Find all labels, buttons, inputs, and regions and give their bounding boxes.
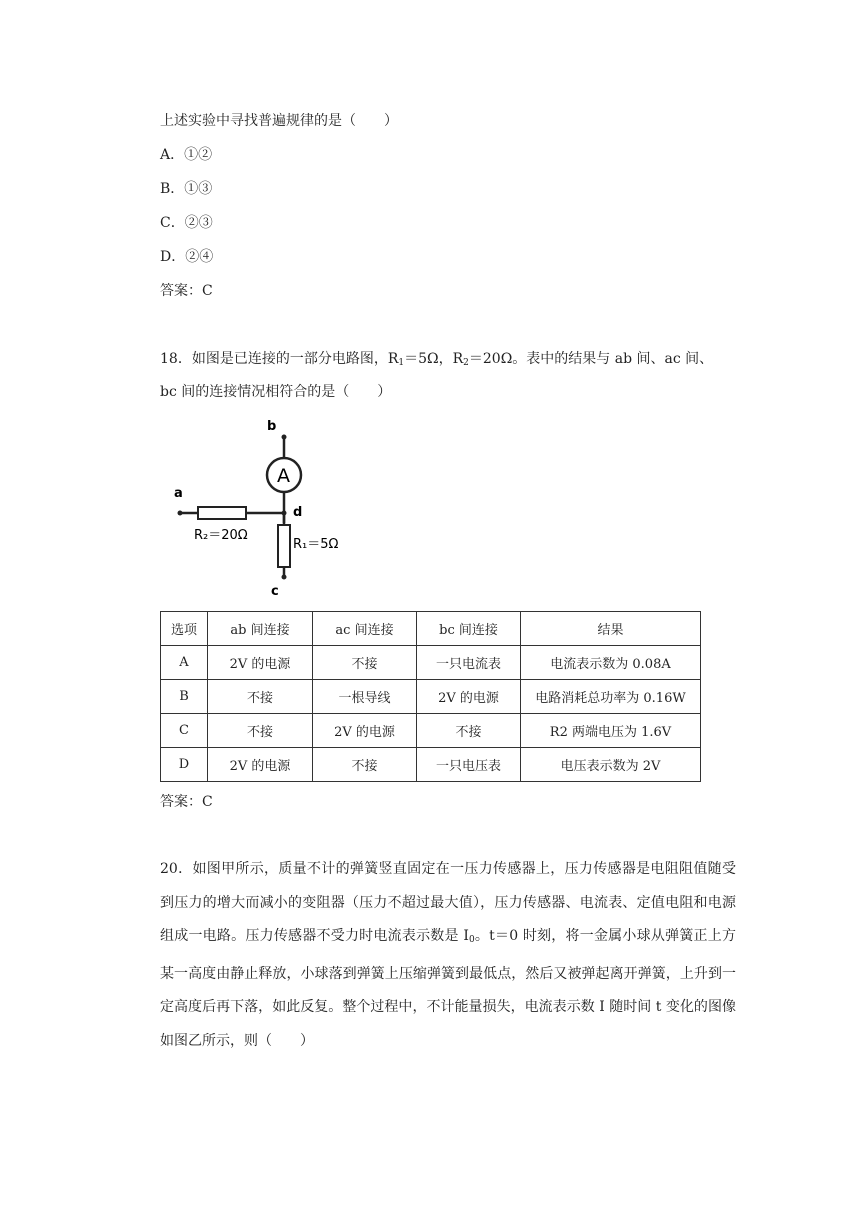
- node-a-label: a: [174, 486, 183, 501]
- table-cell: A: [161, 646, 208, 680]
- circuit-diagram: [160, 415, 400, 600]
- ammeter-label: A: [277, 465, 290, 487]
- table-cell: 电流表示数为 0.08A: [521, 646, 701, 680]
- q18-answer: 答案：C: [160, 794, 213, 810]
- table-header-cell: ac 间连接: [313, 612, 417, 646]
- r2-subscript: 2: [463, 358, 469, 368]
- q18-stem-part1: 18．如图是已连接的一部分电路图，R: [160, 351, 399, 367]
- r1-label: R₁＝5Ω: [293, 537, 339, 552]
- r2-label: R₂＝20Ω: [194, 528, 248, 543]
- q20-text-part2: 。t＝0 时刻，将一金属小球从弹簧正上方某一高度由静止释放，小球落到弹簧上压缩弹簧到最低点，然后又被弹起离开弹簧，上升到一定高度后再下落，如此反复。整个过程中，不计能量损失，电流表示数 I 随时间 t 变化的图像如图乙所示，则（ ）: [160, 928, 736, 1049]
- node-c-label: c: [271, 584, 279, 599]
- node-b-label: b: [267, 419, 277, 434]
- table-row: [161, 680, 701, 714]
- q17-option-c: C．②③: [160, 215, 213, 231]
- table-cell: 不接: [208, 714, 313, 748]
- q18-stem-part2: ＝5Ω，R: [404, 351, 464, 367]
- table-cell: D: [161, 748, 208, 782]
- table-cell: 2V 的电源: [208, 646, 313, 680]
- table-cell: 不接: [313, 646, 417, 680]
- q20-text-part1: 20．如图甲所示，质量不计的弹簧竖直固定在一压力传感器上，压力传感器是电阻阻值随受到压力的增大而减小的变阻器（压力不超过最大值），压力传感器、电流表、定值电阻和电源组成一电路。压力传感器不受力时电流表示数是 I: [160, 861, 736, 944]
- q18-stem-part3: ＝20Ω。表中的结果与 ab 间、ac 间、: [468, 351, 714, 367]
- i0-subscript: 0: [468, 935, 475, 945]
- table-header-row: [161, 612, 701, 646]
- r1-subscript: 1: [398, 358, 405, 368]
- q17-option-a: A．①②: [160, 147, 213, 163]
- table-header-cell: ab 间连接: [208, 612, 313, 646]
- resistor-r1-icon: [278, 525, 290, 567]
- q17-stem: 上述实验中寻找普遍规律的是（ ）: [160, 113, 398, 129]
- table-cell: C: [161, 714, 208, 748]
- table-cell: 电压表示数为 2V: [521, 748, 701, 782]
- table-header-cell: bc 间连接: [417, 612, 521, 646]
- q17-answer: 答案：C: [160, 283, 213, 299]
- table-header-cell: 结果: [521, 612, 701, 646]
- table-cell: B: [161, 680, 208, 714]
- table-cell: 电路消耗总功率为 0.16W: [521, 680, 701, 714]
- node-c-terminal: [282, 575, 287, 580]
- table-cell: 不接: [208, 680, 313, 714]
- table-cell: 不接: [313, 748, 417, 782]
- table-cell: 2V 的电源: [313, 714, 417, 748]
- q20-paragraph: [160, 853, 736, 1058]
- table-cell: 一只电压表: [417, 748, 521, 782]
- table-row: [161, 748, 701, 782]
- table-row: [161, 714, 701, 748]
- table-cell: 2V 的电源: [208, 748, 313, 782]
- results-table: [160, 611, 701, 782]
- table-cell: 2V 的电源: [417, 680, 521, 714]
- table-cell: R2 两端电压为 1.6V: [521, 714, 701, 748]
- table-header-cell: 选项: [161, 612, 208, 646]
- table-cell: 一只电流表: [417, 646, 521, 680]
- table-cell: 一根导线: [313, 680, 417, 714]
- resistor-r2-icon: [198, 507, 246, 519]
- q17-option-b: B．①③: [160, 181, 213, 197]
- q18-stem-line2: bc 间的连接情况相符合的是（ ）: [160, 384, 392, 400]
- table-row: [161, 646, 701, 680]
- node-d-label: d: [293, 505, 303, 520]
- q18-stem-line1: [160, 351, 713, 371]
- q17-option-d: D．②④: [160, 249, 214, 265]
- table-cell: 不接: [417, 714, 521, 748]
